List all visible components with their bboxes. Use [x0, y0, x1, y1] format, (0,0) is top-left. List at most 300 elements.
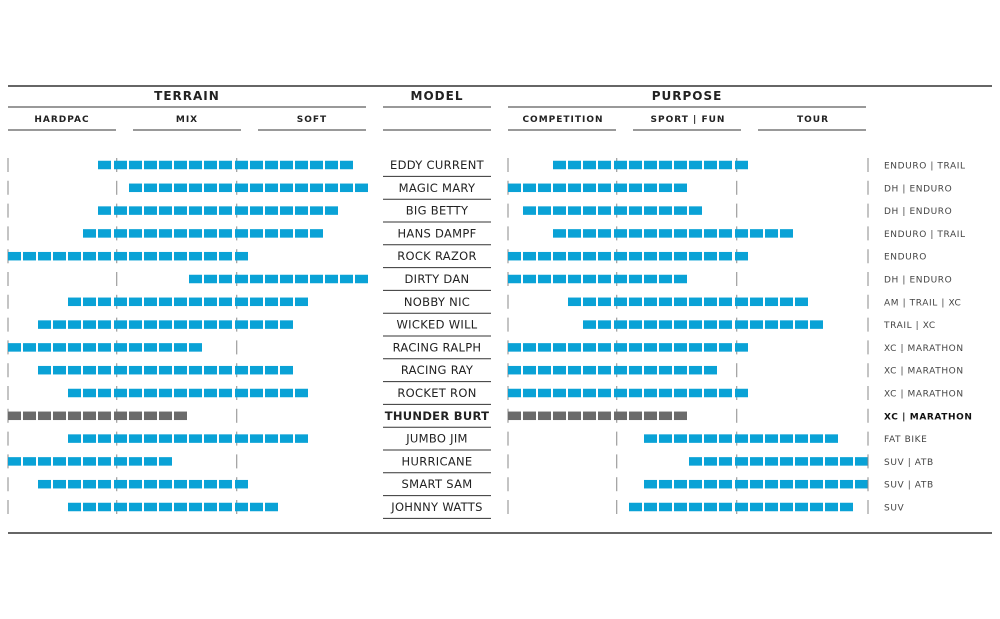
purpose-segment — [523, 184, 536, 193]
soft-header: SOFT — [296, 115, 328, 125]
purpose-segment — [614, 389, 627, 398]
terrain-segment — [53, 480, 66, 489]
terrain-segment — [280, 206, 293, 215]
purpose-segment — [614, 161, 627, 170]
terrain-segment — [250, 206, 263, 215]
terrain-segment — [219, 275, 232, 284]
purpose-segment — [583, 298, 596, 307]
terrain-segment — [204, 366, 217, 375]
terrain-segment — [280, 298, 293, 307]
terrain-segment — [144, 298, 157, 307]
terrain-segment — [174, 343, 187, 352]
terrain-segment — [159, 252, 172, 261]
terrain-segment — [235, 434, 248, 443]
terrain-segment — [83, 412, 96, 421]
terrain-segment — [98, 206, 111, 215]
model-name: ROCK RAZOR — [397, 249, 477, 264]
terrain-segment — [189, 229, 202, 238]
usage-label: XC | MARATHON — [884, 389, 964, 400]
purpose-segment — [598, 161, 611, 170]
purpose-segment — [644, 366, 657, 375]
purpose-segment — [840, 480, 853, 489]
purpose-segment — [629, 206, 642, 215]
usage-label: XC | MARATHON — [884, 412, 973, 423]
terrain-segment — [38, 412, 51, 421]
usage-label: DH | ENDURO — [884, 207, 953, 218]
tour-header: TOUR — [796, 115, 830, 125]
terrain-segment — [250, 434, 263, 443]
terrain-segment — [189, 275, 202, 284]
terrain-segment — [83, 229, 96, 238]
purpose-segment — [538, 252, 551, 261]
terrain-segment — [295, 184, 308, 193]
terrain-segment — [114, 343, 127, 352]
model-name: JOHNNY WATTS — [391, 500, 483, 514]
terrain-segment — [144, 480, 157, 489]
purpose-segment — [674, 206, 687, 215]
purpose-segment — [583, 275, 596, 284]
purpose-segment — [614, 343, 627, 352]
terrain-segment — [68, 366, 81, 375]
terrain-segment — [250, 275, 263, 284]
terrain-segment — [265, 161, 278, 170]
terrain-segment — [144, 184, 157, 193]
purpose-segment — [583, 229, 596, 238]
terrain-segment — [53, 343, 66, 352]
purpose-segment — [659, 252, 672, 261]
terrain-segment — [310, 184, 323, 193]
purpose-segment — [719, 161, 732, 170]
terrain-segment — [98, 320, 111, 329]
purpose-segment — [508, 343, 521, 352]
terrain-segment — [98, 457, 111, 466]
purpose-segment — [659, 343, 672, 352]
terrain-segment — [68, 389, 81, 398]
purpose-segment — [674, 184, 687, 193]
terrain-segment — [250, 366, 263, 375]
purpose-segment — [674, 434, 687, 443]
purpose-segment — [583, 161, 596, 170]
terrain-segment — [325, 206, 338, 215]
terrain-segment — [83, 320, 96, 329]
purpose-segment — [704, 503, 717, 512]
purpose-segment — [568, 275, 581, 284]
purpose-segment — [538, 412, 551, 421]
terrain-segment — [114, 252, 127, 261]
terrain-segment — [98, 412, 111, 421]
terrain-segment — [114, 389, 127, 398]
terrain-segment — [68, 480, 81, 489]
purpose-segment — [719, 298, 732, 307]
terrain-segment — [219, 161, 232, 170]
terrain-segment — [235, 275, 248, 284]
purpose-segment — [674, 161, 687, 170]
purpose-segment — [810, 434, 823, 443]
terrain-segment — [129, 480, 142, 489]
terrain-segment — [235, 503, 248, 512]
purpose-segment — [659, 480, 672, 489]
terrain-segment — [235, 161, 248, 170]
purpose-segment — [704, 343, 717, 352]
purpose-segment — [689, 503, 702, 512]
usage-label: ENDURO | TRAIL — [884, 229, 966, 240]
purpose-segment — [765, 320, 778, 329]
terrain-segment — [38, 320, 51, 329]
terrain-segment — [189, 366, 202, 375]
terrain-segment — [144, 206, 157, 215]
terrain-segment — [219, 366, 232, 375]
terrain-segment — [159, 434, 172, 443]
purpose-segment — [553, 343, 566, 352]
purpose-segment — [644, 252, 657, 261]
terrain-segment — [159, 161, 172, 170]
purpose-segment — [750, 229, 763, 238]
model-name: WICKED WILL — [396, 317, 478, 332]
purpose-segment — [765, 434, 778, 443]
purpose-segment — [704, 389, 717, 398]
purpose-segment — [598, 389, 611, 398]
terrain-segment — [114, 366, 127, 375]
purpose-segment — [583, 389, 596, 398]
purpose-segment — [508, 184, 521, 193]
terrain-segment — [114, 161, 127, 170]
purpose-segment — [780, 320, 793, 329]
terrain-segment — [280, 184, 293, 193]
purpose-segment — [553, 389, 566, 398]
purpose-segment — [568, 229, 581, 238]
terrain-segment — [265, 320, 278, 329]
terrain-segment — [280, 366, 293, 375]
usage-label: ENDURO — [884, 252, 927, 263]
purpose-segment — [523, 206, 536, 215]
purpose-segment — [568, 184, 581, 193]
purpose-segment — [674, 366, 687, 375]
purpose-segment — [553, 412, 566, 421]
terrain-segment — [159, 412, 172, 421]
terrain-segment — [189, 320, 202, 329]
terrain-segment — [204, 229, 217, 238]
terrain-segment — [144, 343, 157, 352]
purpose-segment — [795, 457, 808, 466]
terrain-segment — [250, 229, 263, 238]
purpose-segment — [659, 366, 672, 375]
terrain-segment — [235, 252, 248, 261]
purpose-segment — [674, 503, 687, 512]
purpose-segment — [780, 503, 793, 512]
terrain-segment — [250, 389, 263, 398]
purpose-segment — [795, 480, 808, 489]
purpose-segment — [644, 161, 657, 170]
terrain-segment — [219, 252, 232, 261]
terrain-segment — [235, 366, 248, 375]
purpose-segment — [689, 229, 702, 238]
purpose-segment — [719, 252, 732, 261]
terrain-segment — [174, 320, 187, 329]
sport-fun-header: SPORT | FUN — [650, 115, 726, 125]
purpose-segment — [614, 412, 627, 421]
terrain-segment — [189, 503, 202, 512]
terrain-segment — [98, 252, 111, 261]
purpose-segment — [659, 161, 672, 170]
terrain-segment — [83, 298, 96, 307]
purpose-segment — [508, 389, 521, 398]
purpose-segment — [855, 457, 868, 466]
terrain-segment — [129, 252, 142, 261]
chart-rows — [8, 158, 973, 518]
terrain-segment — [219, 480, 232, 489]
purpose-segment — [780, 480, 793, 489]
purpose-segment — [598, 206, 611, 215]
purpose-segment — [598, 275, 611, 284]
purpose-segment — [704, 457, 717, 466]
purpose-segment — [629, 161, 642, 170]
terrain-segment — [325, 161, 338, 170]
purpose-segment — [629, 184, 642, 193]
terrain-segment — [235, 184, 248, 193]
purpose-segment — [568, 298, 581, 307]
purpose-segment — [553, 252, 566, 261]
purpose-segment — [583, 206, 596, 215]
terrain-segment — [68, 457, 81, 466]
terrain-segment — [144, 434, 157, 443]
purpose-segment — [553, 184, 566, 193]
purpose-segment — [644, 480, 657, 489]
terrain-segment — [235, 229, 248, 238]
terrain-segment — [310, 161, 323, 170]
purpose-segment — [735, 480, 748, 489]
terrain-segment — [144, 503, 157, 512]
model-name: EDDY CURRENT — [390, 158, 484, 172]
terrain-segment — [174, 229, 187, 238]
purpose-segment — [538, 366, 551, 375]
purpose-segment — [689, 366, 702, 375]
purpose-segment — [810, 503, 823, 512]
purpose-segment — [538, 343, 551, 352]
purpose-segment — [553, 275, 566, 284]
purpose-segment — [629, 366, 642, 375]
purpose-segment — [508, 412, 521, 421]
purpose-segment — [840, 457, 853, 466]
terrain-segment — [38, 252, 51, 261]
purpose-segment — [523, 343, 536, 352]
terrain-segment — [174, 480, 187, 489]
purpose-segment — [644, 389, 657, 398]
purpose-segment — [719, 503, 732, 512]
terrain-segment — [83, 503, 96, 512]
usage-label: FAT BIKE — [884, 435, 928, 446]
purpose-segment — [689, 298, 702, 307]
purpose-segment — [674, 252, 687, 261]
purpose-segment — [765, 503, 778, 512]
terrain-segment — [159, 503, 172, 512]
terrain-segment — [189, 343, 202, 352]
purpose-segment — [553, 366, 566, 375]
terrain-segment — [310, 229, 323, 238]
terrain-segment — [265, 184, 278, 193]
terrain-segment — [250, 298, 263, 307]
terrain-segment — [98, 161, 111, 170]
purpose-segment — [659, 434, 672, 443]
terrain-segment — [204, 184, 217, 193]
model-name: SMART SAM — [401, 477, 473, 492]
purpose-segment — [750, 320, 763, 329]
purpose-segment — [689, 252, 702, 261]
mix-header: MIX — [175, 115, 199, 125]
terrain-segment — [159, 457, 172, 466]
purpose-segment — [765, 298, 778, 307]
purpose-segment — [780, 298, 793, 307]
terrain-segment — [189, 389, 202, 398]
purpose-segment — [719, 434, 732, 443]
terrain-segment — [204, 161, 217, 170]
terrain-segment — [219, 320, 232, 329]
purpose-segment — [598, 320, 611, 329]
terrain-segment — [159, 366, 172, 375]
purpose-segment — [583, 343, 596, 352]
purpose-segment — [810, 320, 823, 329]
model-name: THUNDER BURT — [384, 408, 490, 423]
terrain-segment — [189, 434, 202, 443]
terrain-segment — [159, 389, 172, 398]
terrain-segment — [68, 252, 81, 261]
purpose-segment — [780, 229, 793, 238]
model-name: ROCKET RON — [397, 386, 477, 400]
purpose-segment — [674, 389, 687, 398]
terrain-segment — [204, 206, 217, 215]
purpose-segment — [704, 252, 717, 261]
terrain-segment — [114, 229, 127, 238]
purpose-segment — [750, 457, 763, 466]
terrain-segment — [68, 343, 81, 352]
purpose-segment — [568, 206, 581, 215]
purpose-segment — [689, 161, 702, 170]
purpose-segment — [538, 389, 551, 398]
terrain-segment — [219, 503, 232, 512]
purpose-segment — [583, 412, 596, 421]
terrain-segment — [174, 161, 187, 170]
terrain-segment — [129, 206, 142, 215]
purpose-segment — [568, 366, 581, 375]
purpose-segment — [735, 343, 748, 352]
purpose-segment — [614, 366, 627, 375]
terrain-segment — [265, 206, 278, 215]
terrain-segment — [68, 412, 81, 421]
terrain-segment — [235, 480, 248, 489]
terrain-segment — [144, 229, 157, 238]
purpose-segment — [780, 457, 793, 466]
purpose-segment — [735, 298, 748, 307]
purpose-segment — [644, 412, 657, 421]
terrain-segment — [174, 206, 187, 215]
purpose-segment — [568, 252, 581, 261]
purpose-segment — [583, 252, 596, 261]
purpose-segment — [553, 229, 566, 238]
terrain-segment — [174, 389, 187, 398]
purpose-segment — [523, 366, 536, 375]
terrain-segment — [280, 161, 293, 170]
purpose-segment — [659, 298, 672, 307]
purpose-segment — [704, 480, 717, 489]
model-name: NOBBY NIC — [403, 294, 471, 309]
purpose-segment — [719, 343, 732, 352]
terrain-segment — [8, 412, 21, 421]
purpose-segment — [659, 206, 672, 215]
purpose-segment — [704, 298, 717, 307]
purpose-segment — [644, 434, 657, 443]
terrain-segment — [265, 434, 278, 443]
purpose-segment — [840, 503, 853, 512]
purpose-segment — [855, 480, 868, 489]
terrain-segment — [280, 434, 293, 443]
purpose-segment — [568, 343, 581, 352]
terrain-segment — [98, 503, 111, 512]
purpose-segment — [795, 503, 808, 512]
terrain-segment — [83, 366, 96, 375]
terrain-segment — [83, 480, 96, 489]
purpose-segment — [538, 206, 551, 215]
terrain-segment — [38, 480, 51, 489]
terrain-segment — [144, 389, 157, 398]
purpose-segment — [735, 457, 748, 466]
purpose-segment — [704, 320, 717, 329]
usage-label: XC | MARATHON — [884, 366, 964, 377]
terrain-segment — [219, 206, 232, 215]
purpose-segment — [629, 503, 642, 512]
purpose-segment — [674, 320, 687, 329]
purpose-segment — [765, 480, 778, 489]
terrain-segment — [144, 320, 157, 329]
terrain-segment — [23, 457, 36, 466]
terrain-segment — [144, 412, 157, 421]
purpose-segment — [735, 320, 748, 329]
terrain-segment — [250, 161, 263, 170]
terrain-segment — [189, 184, 202, 193]
purpose-segment — [598, 184, 611, 193]
purpose-segment — [750, 503, 763, 512]
purpose-segment — [523, 275, 536, 284]
purpose-segment — [614, 320, 627, 329]
terrain-segment — [235, 389, 248, 398]
terrain-segment — [325, 275, 338, 284]
purpose-segment — [659, 275, 672, 284]
terrain-segment — [265, 298, 278, 307]
terrain-segment — [144, 457, 157, 466]
purpose-segment — [659, 389, 672, 398]
terrain-segment — [235, 320, 248, 329]
purpose-segment — [644, 184, 657, 193]
purpose-segment — [689, 320, 702, 329]
terrain-segment — [129, 298, 142, 307]
usage-label: TRAIL | XC — [884, 321, 936, 332]
terrain-segment — [114, 320, 127, 329]
terrain-segment — [310, 275, 323, 284]
terrain-segment — [68, 298, 81, 307]
terrain-segment — [189, 252, 202, 261]
purpose-segment — [614, 206, 627, 215]
model-name: DIRTY DAN — [404, 272, 470, 286]
terrain-segment — [189, 298, 202, 307]
terrain-segment — [189, 206, 202, 215]
purpose-segment — [719, 389, 732, 398]
terrain-segment — [174, 434, 187, 443]
terrain-segment — [114, 480, 127, 489]
terrain-segment — [189, 480, 202, 489]
terrain-segment — [98, 389, 111, 398]
terrain-segment — [204, 298, 217, 307]
usage-label: ENDURO | TRAIL — [884, 161, 966, 172]
terrain-segment — [23, 252, 36, 261]
terrain-segment — [53, 457, 66, 466]
